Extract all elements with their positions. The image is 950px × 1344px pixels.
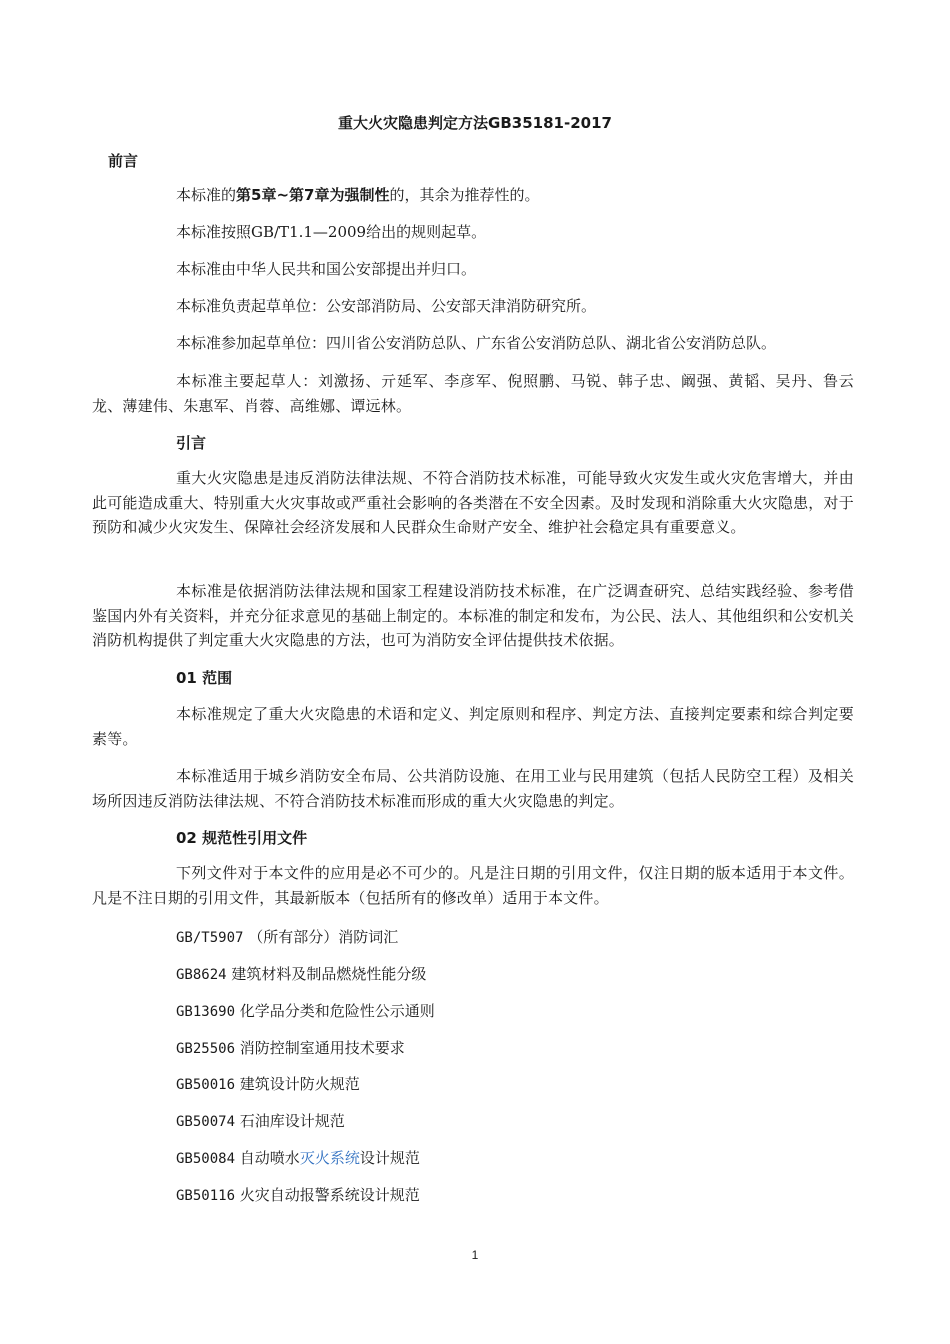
foreword-p1-text-b: 的，其余为推荐性的。 [389,186,540,204]
reference-code: GB50084 [176,1151,236,1167]
reference-code: GB50016 [176,1077,236,1093]
reference-code: GB25506 [176,1041,236,1057]
foreword-p1-bold: 第5章~第7章为强制性 [236,186,390,204]
foreword-paragraph-5: 本标准参加起草单位：四川省公安消防总队、广东省公安消防总队、湖北省公安消防总队。 [176,334,777,352]
reference-item [176,1184,420,1207]
intro-heading: 引言 [176,434,207,452]
reference-item [176,1147,420,1170]
reference-title: （所有部分）消防词汇 [248,928,399,946]
reference-item [176,1037,405,1060]
reference-code: GB13690 [176,1004,236,1020]
reference-title: 建筑设计防火规范 [239,1075,360,1093]
reference-item [176,1073,360,1096]
reference-code: GB50074 [176,1114,236,1130]
intro-paragraph-1: 重大火灾隐患是违反消防法律法规、不符合消防技术标准，可能导致火灾发生或火灾危害增大，并由此可能造成重大、特别重大火灾事故或严重社会影响的各类潜在不安全因素。及时发现和消除重大火灾隐患，对于预防和减少火灾发生、保障社会经济发展和人民群众生命财产安全、维护社会稳定具有重要意义。 [92,469,854,536]
foreword-paragraph-1 [176,184,539,206]
page-number: 1 [471,1248,479,1262]
foreword-p1-text-a: 本标准的 [176,186,237,204]
fire-extinguishing-system-link[interactable]: 灭火系统 [299,1149,360,1167]
foreword-paragraph-6: 本标准主要起草人：刘激扬、亓延军、李彦军、倪照鹏、马锐、韩子忠、阚强、黄韬、吴丹、鲁云龙、薄建伟、朱惠军、肖蓉、高维娜、谭远林。 [92,372,854,415]
scope-heading: 01 范围 [176,669,233,687]
reference-code: GB50116 [176,1188,236,1204]
normative-paragraph-1: 下列文件对于本文件的应用是必不可少的。凡是注日期的引用文件，仅注日期的版本适用于本文件。凡是不注日期的引用文件，其最新版本（包括所有的修改单）适用于本文件。 [92,864,854,907]
reference-code: GB8624 [176,967,227,983]
foreword-heading: 前言 [108,152,139,170]
reference-title: 石油库设计规范 [239,1112,345,1130]
reference-title-a: 自动喷水 [239,1149,300,1167]
reference-code: GB/T5907 [176,930,244,946]
reference-title-b: 设计规范 [359,1149,420,1167]
scope-paragraph-2: 本标准适用于城乡消防安全布局、公共消防设施、在用工业与民用建筑（包括人民防空工程）及相关场所因违反消防法律法规、不符合消防技术标准而形成的重大火灾隐患的判定。 [92,767,854,810]
reference-item [176,1000,435,1023]
reference-item [176,1110,345,1133]
reference-title: 化学品分类和危险性公示通则 [239,1002,435,1020]
foreword-paragraph-3: 本标准由中华人民共和国公安部提出并归口。 [176,260,477,278]
foreword-paragraph-2: 本标准按照GB/T1.1—2009给出的规则起草。 [176,223,487,241]
reference-item [176,926,398,949]
intro-paragraph-2: 本标准是依据消防法律法规和国家工程建设消防技术标准，在广泛调查研究、总结实践经验、参考借鉴国内外有关资料，并充分征求意见的基础上制定的。本标准的制定和发布，为公民、法人、其他组织和公安机关消防机构提供了判定重大火灾隐患的方法，也可为消防安全评估提供技术依据。 [92,582,854,649]
reference-title: 火灾自动报警系统设计规范 [239,1186,420,1204]
reference-title: 消防控制室通用技术要求 [239,1039,405,1057]
document-title: 重大火灾隐患判定方法GB35181-2017 [338,114,612,132]
scope-paragraph-1: 本标准规定了重大火灾隐患的术语和定义、判定原则和程序、判定方法、直接判定要素和综合判定要素等。 [92,705,854,748]
reference-item [176,963,426,986]
reference-title: 建筑材料及制品燃烧性能分级 [231,965,427,983]
foreword-paragraph-4: 本标准负责起草单位：公安部消防局、公安部天津消防研究所。 [176,297,597,315]
normative-heading: 02 规范性引用文件 [176,829,308,847]
